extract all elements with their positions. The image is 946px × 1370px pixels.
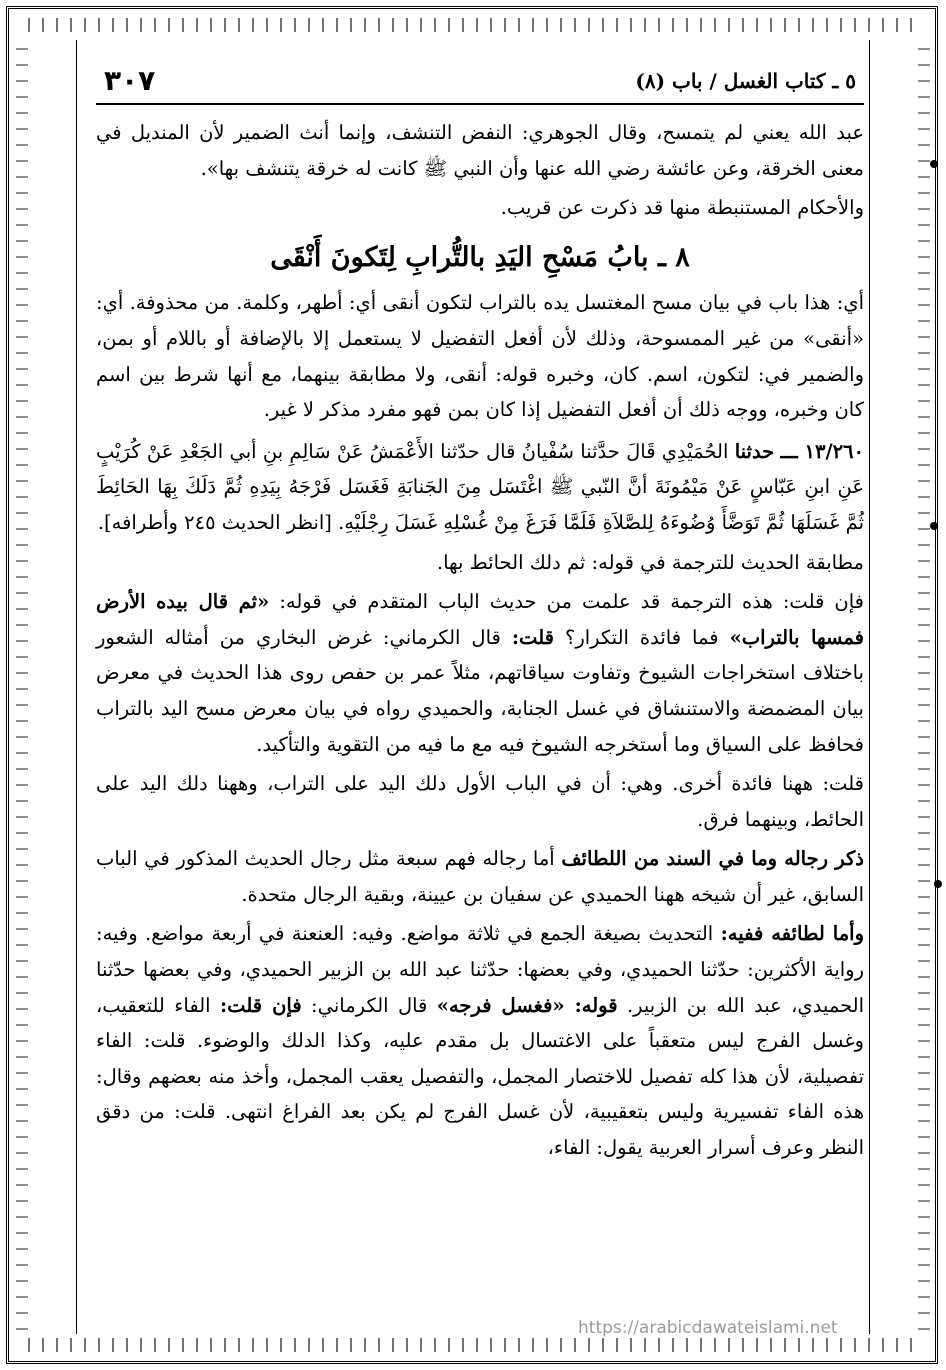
discussion-text-a: فإن قلت: هذه الترجمة قد علمت من حديث الباب المتقدم في قوله: (279, 590, 864, 614)
discussion-paragraph (96, 584, 864, 762)
page-body (96, 64, 864, 1170)
discussion-paragraph-2: قلت: ههنا فائدة أخرى. وهي: أن في الباب الأول دلك اليد على التراب، وههنا دلك اليد على الحائط، وبينهما فرق. (96, 772, 864, 831)
subtleties-text-b: قال الكرماني: (311, 993, 428, 1017)
subtleties-heading: وأما لطائفه ففيه: (720, 922, 865, 946)
page-number: ٣٠٧ (104, 64, 156, 97)
narrators-text: أما رجاله فهم سبعة مثل رجال الحديث المذكور في الباب السابق، غير أن شيخه ههنا الحميدي عن سفيان بن عيينة، وبقية الرجال متحدة. (96, 847, 864, 906)
hadith-number: ١٣/٢٦٠ ـــ (780, 439, 865, 463)
decorative-border-bottom (28, 1338, 918, 1352)
narrators-heading: ذكر رجاله وما في السند من اللطائف (561, 847, 864, 871)
decorative-border-left (16, 40, 28, 1330)
margin-dot-icon (930, 160, 938, 168)
discussion-text-c: فما فائدة التكرار؟ (564, 625, 719, 649)
hadith-lead: حدثنا (734, 439, 775, 463)
match-paragraph: مطابقة الحديث للترجمة في قوله: ثم دلك الحائط بها. (436, 550, 864, 574)
subtleties-paragraph (96, 916, 864, 1165)
margin-dot-icon (934, 880, 942, 888)
explanation-paragraph: أي: هذا باب في بيان مسح المغتسل يده بالتراب لتكون أنقى أي: أطهر، وكلمة. من محذوفة. أي: «أنقى» من غير الممسوحة، وذلك لأن أفعل التفضيل لا يستعمل إلا بالإضافة أو باللام أو بمن، والضمير في: لتكون، اسم. كان، وخبره قوله: أنقى، ولا مطابقة بينهما، مع أنها شرط بين اسم كان وخبره، ووجه ذلك أن أفعل التفضيل إذا كان بمن فهو مفرد مذكر لا غير. (96, 291, 864, 422)
discussion-qult: قلت: (511, 625, 554, 649)
hadith-text: الحُمَيْدِي قَالَ حدَّثنا سُفْيانُ قال حدّثنا الأَعْمَشُ عَنْ سَالِمِ بنِ أبي الجَعْدِ عَنْ كُرَيْبٍ عَنِ ابنِ عَبّاسٍ عَنْ مَيْمُونَةَ أنَّ النّبي ﷺ اغْتَسَل مِنَ الجَنابَةِ فَغَسَل فَرْجَهُ بِيَدِهِ ثُمَّ دَلَكَ بِهَا الحَائِطَ ثُمَّ غَسَلَهَا ثُمَّ تَوَضَّأَ وُضُوءَهُ لِلصَّلاَةِ فَلَمَّا فَرَغَ مِنْ غُسْلِهِ غَسَلَ رِجْلَيْهِ. [انظر الحديث ٢٤٥ وأطرافه]. (96, 439, 864, 534)
subtleties-fain: فإن قلت: (219, 993, 302, 1017)
running-header (96, 64, 864, 105)
page-content (96, 115, 864, 1166)
header-title: ٥ ـ كتاب الغسل / باب (٨) (635, 68, 856, 93)
chapter-title: ٨ ـ بابُ مَسْحِ اليَدِ بالتُّرابِ لِتَكونَ أَنْقَى (270, 241, 690, 273)
intro-paragraph-2: والأحكام المستنبطة منها قد ذكرت عن قريب. (500, 196, 864, 220)
decorative-border-top (28, 18, 918, 32)
watermark-url: https://arabicdawateislami.net (578, 1318, 838, 1338)
subtleties-text-c: الفاء للتعقيب، وغسل الفرج ليس متعقباً على الاغتسال بل مقدم عليه، وكذا الدلك والوضوء. قلت: الفاء تفصيلية، لأن هذا كله تفصيل للاختصار المجمل، والتفصيل يعقب المجمل، وأخذ منه بعضهم وقال: هذه الفاء تفسيرية وليس بتعقيبية، لأن غسل الفرج لم يكن بعد الفراغ انتهى. قلت: من دقق النظر وعرف أسرار العربية يقول: الفاء، (96, 993, 864, 1160)
narrators-paragraph (96, 841, 864, 912)
discussion-text-e: قال الكرماني: غرض البخاري من أمثاله الشعور باختلاف استخراجات الشيوخ وتفاوت سياقاتهم، مثلاً عمر بن حفص روى هذا الحديث في معرض بيان المضمضة والاستنشاق في غسل الجنابة، والحميدي رواه في بيان معرض مسح اليد بالتراب فحافظ على السياق وما أستخرجه الشيوخ فيه مع ما فيه من التقوية والتأكيد. (96, 625, 864, 756)
margin-dot-icon (930, 522, 938, 530)
decorative-border-right (918, 40, 930, 1330)
subtleties-text-a: التحديث بصيغة الجمع في ثلاثة مواضع. وفيه: العنعنة في أربعة مواضع. وفيه: رواية الأكثرين: حدّثنا الحميدي، وفي بعضها: حدّثنا عبد الله بن الزبير الحميدي، وفي بعضها حدّثنا الحميدي، عبد الله بن الزبير. (96, 922, 865, 1017)
hadith-paragraph (96, 434, 864, 541)
discussion-quote: «ثم قال بيده الأرض فمسها بالتراب» (96, 590, 864, 649)
intro-paragraph: عبد الله يعني لم يتمسح، وقال الجوهري: النفض التنشف، وإنما أنث الضمير لأن المنديل في معنى الخرقة، وعن عائشة رضي الله عنها وأن النبي ﷺ كانت له خرقة يتنشف بها». (96, 121, 864, 180)
subtleties-qawluh: قوله: «فغسل فرجه» (436, 993, 618, 1017)
